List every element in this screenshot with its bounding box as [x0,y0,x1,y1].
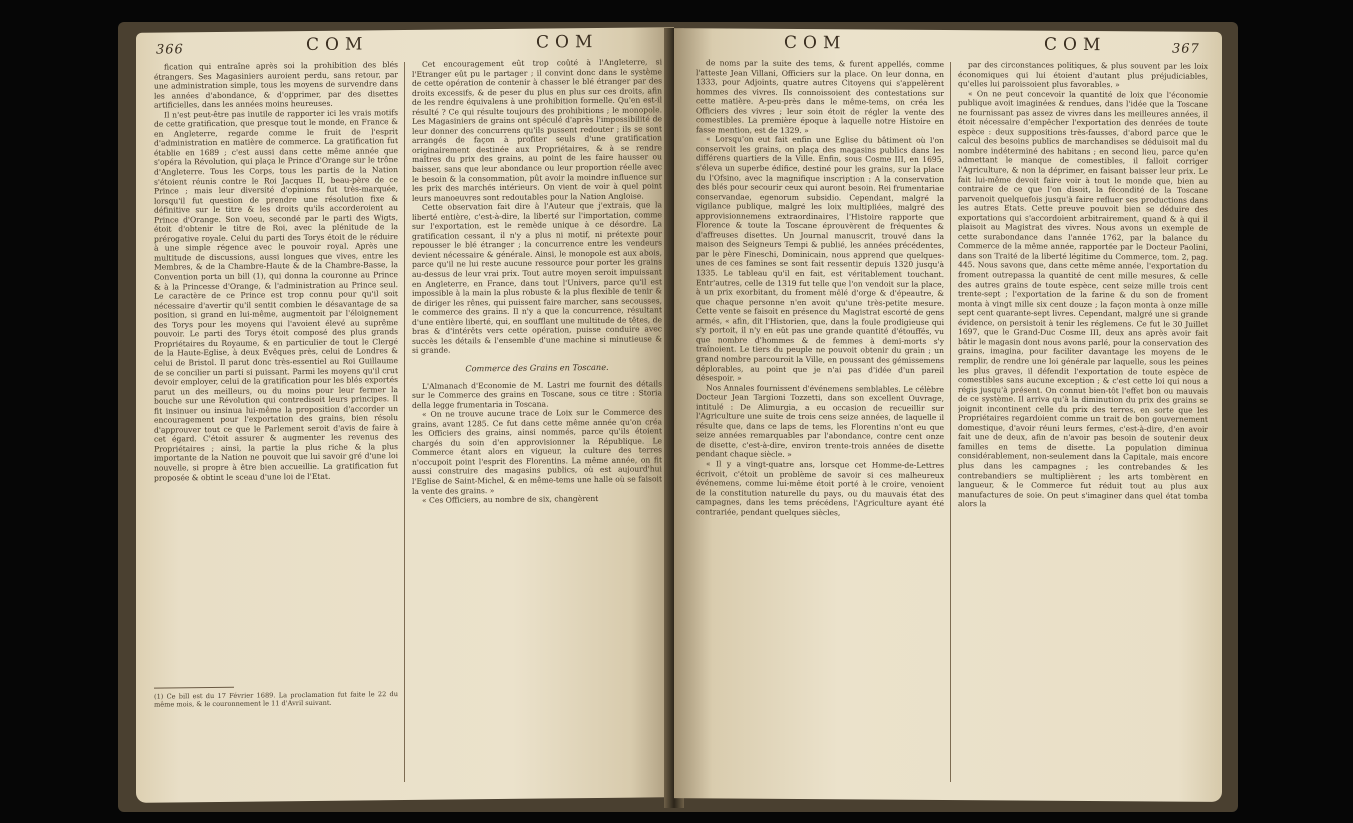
paragraph: « On ne peut concevoir la quantité de loix que l'économie publique avoit imaginées & rendues, dans l'idée que la Toscane ne fournissant pas assez de vivres dans les meilleures années, il étoit nécessaire d'empêcher l'exportation des denrées de toute espèce : deux suppositions très-fausses, d'abord parce que le calcul des besoins publics de marchandises se déduisoit mal du nombre indéterminé des habitans ; en second lieu, parce qu'en admettant le manque de comestibles, il falloit corriger l'Agriculture, & non la déprimer, en faisant baisser leur prix. Le fait lui-même devoit faire voir à tout le monde que, bien au contraire de ce que l'on disoit, la fécondité de la Toscane parvenoit quelquefois jusqu'à faire refluer ses productions dans les autres Etats. Cette preuve pouvoit bien se déduire des exportations qui s'accordoient arbitrairement, quand & à qui il plaisoit au Magistrat des vivres. Nous avons un exemple de cette surabondance dans l'année 1762, par la balance du Commerce de la même année, rapportée par le Docteur Paolini, dans son Traité de la liberté légitime du Commerce, tom. 2, pag. 445. Nous savons que, dans cette même année, l'exportation du froment outrepassa la quantité de cent mille mesures, & celle des autres grains de toute espèce, cent seize mille trois cent trente-sept ; l'exportation de la farine & du son de froment monta à vingt mille six cent douze ; la façon monta à onze mille sept cent quarante-sept livres. Cependant, malgré une si grande évidence, on persistoit à tenir les réglemens. Ce fut le 30 Juillet 1697, que le Grand-Duc Cosme III, deux ans après avoir fait bâtir le magasin dont nous avons parlé, pour la conservation des grains, imagina, pour faciliter davantage les moyens de le remplir, de rendre une loi générale par laquelle, sous les peines les plus graves, il défendit l'exportation de toute espèce de comestibles sans aucune exception ; & c'est cette loi qui nous a régis jusqu'à présent. On connut bien-tôt l'effet bon ou mauvais de ce système. Il arriva qu'à la diminution du prix des grains se joignit incontinent celle du prix des terres, en sorte que les Propriétaires regardoient comme un trait de bon gouvernement domestique, d'avoir réuni leurs fermes, c'est-à-dire, d'en avoir fait une de deux, afin de n'avoir pas besoin de soutenir deux familles en tems de disette. La population diminua considérablement, non-seulement dans la Capitale, mais encore plus dans les campagnes ; les contrebandes & les contrebandiers se multiplièrent ; les arts tombèrent en langueur, & le Commerce fut réduit tout au plus aux manufactures de soie. On peut s'imaginer dans quel état tomba alors la [958,88,1208,509]
page-number: 367 [1172,41,1200,57]
footnote-rule [154,687,234,689]
paragraph: fication qui entraîne après soi la prohibition des blés étrangers. Ses Magasiniers auroient perdu, sans retour, par une administration simple, tous les moyens de survendre dans les années d'abondance, & d'opprimer, par des disettes artificielles, dans les années moins heureuses. [154,60,398,110]
paragraph: par des circonstances politiques, & plus souvent par les loix économiques qui lui étoient d'autant plus préjudiciables, qu'elles lui paroissoient plus favorables. » [958,60,1208,90]
paragraph: L'Almanach d'Economie de M. Lastri me fournit des détails sur le Commerce des grains en Toscane, sous ce titre : Storia della legge frumentaria in Toscana. [412,378,662,410]
paragraph: « Lorsqu'on eut fait enfin une Eglise du bâtiment où l'on conservoit les grains, on plaça des magasins publics dans les différens quartiers de la Ville. Enfin, sous Cosme III, en 1695, s'éleva un superbe édifice, destiné pour les grains, sur la place du l'Ofsino, avec la magnifique inscription : A la conservation des blés pour secourir ceux qui auront besoin. Rei frumentariae conservandae, egenorum subsidio. Cependant, malgré la vigilance publique, malgré les loix multipliées, malgré des approvisionnemens extraordinaires, l'Histoire rapporte que Florence & toute la Toscane éprouvèrent de fréquentes & d'affreuses disettes. Un Journal manuscrit, trouvé dans la maison des Seigneurs Tempi & publié, les années précédentes, par le père Fineschi, Dominicain, nous apprend que quelques-unes de ces famines se sont fait ressentir depuis 1320 jusqu'à 1335. Le tableau qu'il en fait, est véritablement touchant. Entr'autres, celle de 1319 fut telle que l'on vendoit sur la place, à un prix exorbitant, du froment mêlé d'orge & d'épeautre, & que chaque personne n'en avoit qu'une très-petite mesure. Cette vente se faisoit en présence du Magistrat escorté de gens armés, « afin, dit l'Historien, que, dans la foule prodigieuse qui s'y portoit, il n'y en eût pas une grande quantité d'étouffés, vu que nombre d'hommes & de femmes à demi-morts s'y traînoient. Le tiers du peuple ne pouvoit obtenir du grain ; un grand nombre parcouroit la Ville, en poussant des gémissemens déplorables, au point que je n'ai pas d'idée d'un pareil désespoir. » [696,134,944,383]
column-divider [950,62,951,782]
running-title-right-column: COM [536,31,599,53]
right-page [674,28,1222,802]
column-left-1 [154,60,398,683]
paragraph: de noms par la suite des tems, & furent appellés, comme l'atteste Jean Villani, Officiers sur la place. On leur donna, en 1333, pour Adjoints, quatre autres Citoyens qui s'appelèrent hommes des vivres. Ils connoissoient des contestations sur cette matière. A-peu-près dans le même-tems, on créa les Officiers des vivres ; leur soin étoit de régler la vente des comestibles. La première époque à laquelle notre Histoire en fasse mention, est de 1329. » [696,58,944,135]
paragraph: « Ces Officiers, au nombre de six, changèrent [422,494,599,505]
column-right-1 [696,58,944,790]
column-left-2 [412,57,662,790]
paragraph: Cet encouragement eût trop coûté à l'Angleterre, si l'Etranger eût pu le partager ; il convint donc dans le système de cette opération de contenir à chasser le blé étranger par des droits excessifs, & de peser du plus en plus sur ces droits, afin de les rendre équivalens à une prohibition formelle. Qu'en est-il résulté ? Ce qui résulte toujours des prohibitions ; le monopole. Les Magasiniers de grains ont spéculé d'après l'impossibilité de leur donner des concurrens qu'ils pussent redouter ; ils se sont arrangés de façon à profiter seuls d'une gratification originairement destinée aux Propriétaires, & à se rendre maîtres du prix des grains, au point de les faire hausser ou baisser, sans que leur abondance ou leur proportion réelle avec le besoin & la consommation, pût avoir la moindre influence sur les prix des marchés intérieurs. On vient de voir à quel point leurs manoeuvres sont redoutables pour la Nation Angloise. [412,57,662,203]
page-number: 366 [156,42,184,58]
footnote: (1) Ce bill est du 17 Février 1689. La proclamation fut faite le 22 du même mois, & le couronnement le 11 d'Avril suivant. [154,690,398,709]
section-heading: Commerce des Grains en Toscane. [465,361,609,374]
paragraph: Nos Annales fournissent d'événemens semblables. Le célèbre Docteur Jean Targioni Tozzetti, dans son excellent Ouvrage, intitulé : De Alimurgia, a eu occasion de recueillir sur l'Agriculture une suite de trois cens seize années, de laquelle il résulte que, dans ce laps de tems, les Florentins n'ont eu que seize années remarquables par l'abondance, contre cent onze de disette, c'est-à-dire, environ trente-trois années de disette pendant chaque siècle. » [696,382,944,460]
running-title: COM [784,32,847,54]
paragraph: Il n'est peut-être pas inutile de rapporter ici les vrais motifs de cette gratification, que presque tout le monde, en France & en Angleterre, regarde comme le fruit de l'esprit d'administration en matière de commerce. La gratification fut établie en 1689 ; c'est aussi dans cette même année que s'opéra la Révolution, qui plaça le Prince d'Orange sur le trône d'Angleterre. Tous les Corps, tous les partis de la Nation s'étoient réunis contre le Roi Jacques II, beau-père de ce Prince ; mais leur diversité d'opinions fut très-marquée, lorsqu'il fut question de prendre une résolution fixe & définitive sur le titre & les droits qu'ils accorderoient au Prince d'Orange. Son voeu, secondé par le parti des Wigts, étoit d'obtenir le titre de Roi, avec la plénitude de la prérogative royale. Celui du parti des Torys étoit de le réduire à une simple régence avec le pouvoir royal. Après une multitude de discussions, aussi longues que vives, entre les Membres, & de la Chambre-Haute & de la Chambre-Basse, la Convention porta un bill (1), qui donna la couronne au Prince & à la Princesse d'Orange, & l'administration au Prince seul. Le caractère de ce Prince est trop connu pour qu'il soit nécessaire d'avertir qu'il sentit combien le désavantage de sa position, si grand en lui-même, augmentoit par l'éloignement des Torys pour les moyens qui l'avoient élevé au suprême pouvoir. Le parti des Torys étoit composé des plus grands Propriétaires du Royaume, & en particulier de tout le Clergé de la Haute-Eglise, à deux Evêques près, celui de Londres & celui de Bristol. Il parut donc très-essentiel au Roi Guillaume de se concilier un parti si puissant. Parmi les moyens qu'il crut devoir employer, celui de la gratification pour les blés exportés parut un des meilleurs, ou du moins pour leur fermer la bouche sur une Révolution qui contredisoit leurs principes. Il fit insinuer ou insinua lui-même la proposition d'accorder un encouragement pour l'exportation des grains, bien résolu d'approuver tout ce que le Parlement seroit d'avis de faire à cet égard. C'étoit assurer & augmenter les revenus des Propriétaires ; ainsi, la partie la plus riche & la plus importante de la Nation ne pouvoit que lui savoir gré d'une loi nouvelle, si propre à être bien accueillie. La gratification fut proposée & obtint le sceau d'une loi de l'Etat. [154,107,398,483]
paragraph: « On ne trouve aucune trace de Loix sur le Commerce des grains, avant 1285. Ce fut dans cette même année qu'on créa les Officiers des grains, ainsi nommés, parce qu'ils étoient chargés du soin d'en approvisionner la République. Le Commerce étant alors en vigueur, la culture des terres n'occupoit point l'esprit des Florentins. La même année, on fit aussi construire des magasins publics, où est aujourd'hui l'Eglise de Saint-Michel, & en même-tems une halle où se faisoit la vente des grains. » [412,407,662,496]
paragraph: « Il y a vingt-quatre ans, lorsque cet Homme-de-Lettres écrivoit, c'étoit un problème de savoir si ces malheureux événemens, comme lui-même étoit porté à le croire, venoient de la constitution naturelle du pays, ou du mauvais état des campagnes, dans les tems précédens, l'Agriculture ayant été contrariée, pendant quelques siècles, [696,459,944,517]
left-page [136,27,674,803]
column-right-2 [958,60,1208,792]
paragraph: Cette observation fait dire à l'Auteur que j'extrais, que la liberté entière, c'est-à-dire, la liberté sur l'importation, comme sur l'exportation, est le remède unique à ce désordre. La gratification cessant, il n'y a plus ni motif, ni prétexte pour repousser le blé étranger ; la concurrence entre les vendeurs devient nécessaire & générale. Ainsi, le monopole est aux abois, parce qu'il ne lui reste aucune ressource pour porter les grains au-dessus de leur vrai prix. Tout autre moyen seroit impuissant en Angleterre, en France, dans tout l'Univers, parce qu'il est impossible à la main la plus robuste & la plus flexible de tenir & de diriger les rênes, qui puissent faire marcher, sans secousses, le commerce des grains. Il n'y a que la concurrence, résultant d'une entière liberté, qui, en soufflant une multitude de têtes, de bras & d'intérêts vers cette opération, puisse conduire avec succès les détails & l'ensemble d'une machine si minutieuse & si grande. [412,200,662,356]
column-divider [404,62,405,782]
running-title: COM [306,34,369,56]
running-title-right-column: COM [1044,34,1107,56]
